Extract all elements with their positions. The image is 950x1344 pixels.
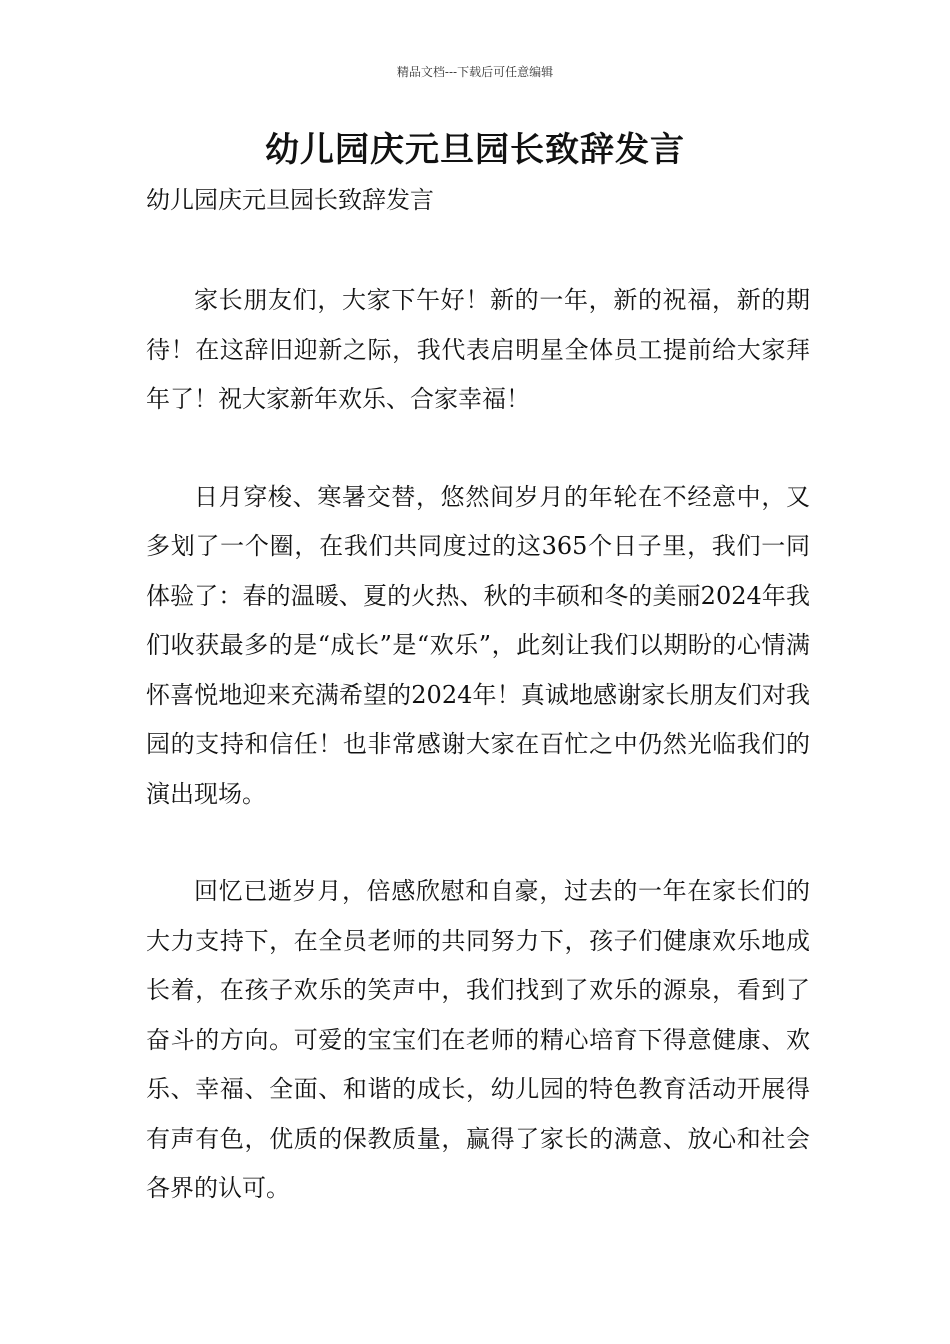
header-note: 精品文档---下载后可任意编辑	[396, 65, 554, 79]
paragraph: 日月穿梭、寒暑交替，悠然间岁月的年轮在不经意中，又多划了一个圈，在我们共同度过的这365个日子里，我们一同体验了：春的温暖、夏的火热、秋的丰硕和冬的美丽2024年我们收获最多的是“成长”是“欢乐”，此刻让我们以期盼的心情满怀喜悦地迎来充满希望的2024年！真诚地感谢家长朋友们对我园的支持和信任！也非常感谢大家在百忙之中仍然光临我们的演出现场。	[146, 482, 810, 808]
document-body	[146, 276, 810, 1262]
paragraph: 家长朋友们，大家下午好！新的一年，新的祝福，新的期待！在这辞旧迎新之际，我代表启明星全体员工提前给大家拜年了！祝大家新年欢乐、合家幸福！	[146, 286, 810, 413]
document-title: 幼儿园庆元旦园长致辞发言	[265, 130, 685, 170]
paragraph: 回忆已逝岁月，倍感欣慰和自豪，过去的一年在家长们的大力支持下，在全员老师的共同努力下，孩子们健康欢乐地成长着，在孩子欢乐的笑声中，我们找到了欢乐的源泉，看到了奋斗的方向。可爱的宝宝们在老师的精心培育下得意健康、欢乐、幸福、全面、和谐的成长，幼儿园的特色教育活动开展得有声有色，优质的保教质量，赢得了家长的满意、放心和社会各界的认可。	[146, 877, 810, 1202]
document-subtitle: 幼儿园庆元旦园长致辞发言	[146, 186, 434, 214]
